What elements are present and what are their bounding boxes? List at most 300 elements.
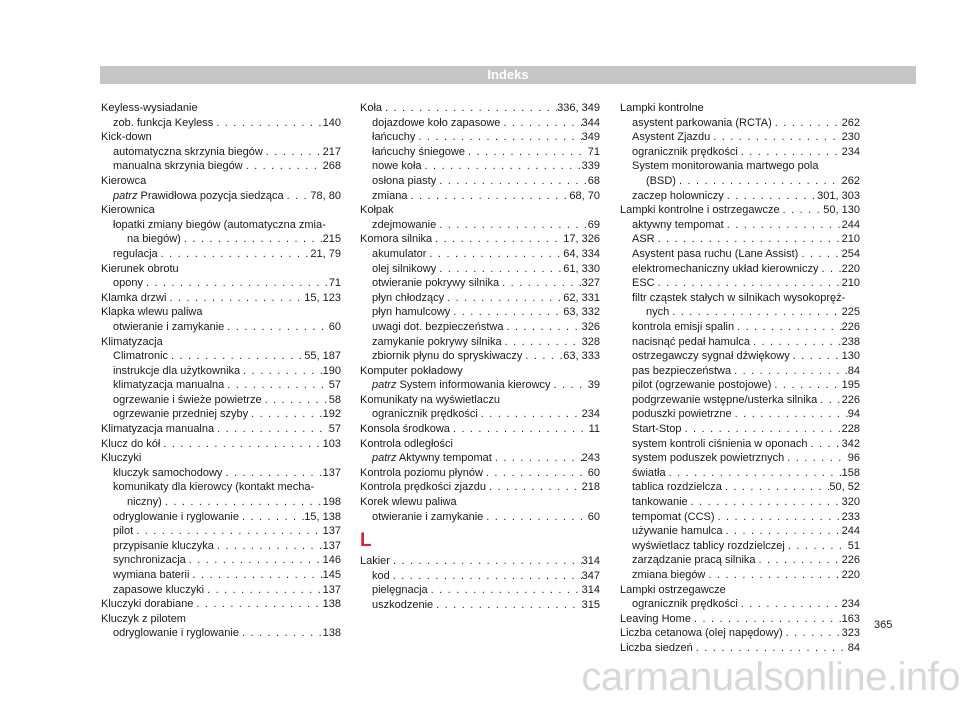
index-subentry xyxy=(620,145,860,160)
index-subentry xyxy=(620,262,860,277)
entry-page-ref[interactable]: 198 xyxy=(322,496,341,509)
dot-leader xyxy=(222,466,322,481)
index-subentry xyxy=(101,510,341,525)
entry-page-ref[interactable]: 61, 330 xyxy=(563,262,600,275)
index-subentry xyxy=(101,320,341,335)
index-entry xyxy=(360,480,600,495)
entry-text xyxy=(632,218,724,233)
dot-leader xyxy=(783,626,842,641)
entry-page-ref[interactable]: 262 xyxy=(841,174,860,187)
entry-text xyxy=(113,524,133,539)
dot-leader xyxy=(784,451,848,466)
entry-label: zarządzanie pracą silnika xyxy=(632,554,756,567)
entry-text xyxy=(372,378,551,393)
index-subentry xyxy=(620,174,860,189)
entry-text xyxy=(101,335,163,350)
entry-label: zmiana biegów xyxy=(632,569,706,581)
dot-leader xyxy=(807,437,841,452)
index-subentry xyxy=(620,232,860,247)
entry-text xyxy=(632,145,738,160)
dot-leader xyxy=(168,349,304,364)
entry-label: Klimatyzacja manualna xyxy=(101,423,215,436)
entry-page-ref[interactable]: 328 xyxy=(581,335,600,348)
dot-leader xyxy=(492,451,582,466)
entry-page-ref[interactable]: 96 xyxy=(847,452,860,465)
entry-text xyxy=(632,568,705,583)
index-entry xyxy=(620,626,860,641)
entry-label: ogranicznik prędkości xyxy=(372,408,478,421)
index-subentry xyxy=(620,364,860,379)
entry-label: Kierownica xyxy=(101,204,155,217)
entry-label: pilot (ogrzewanie postojowe) xyxy=(632,379,772,392)
entry-page-ref[interactable]: 78, 80 xyxy=(310,189,341,202)
entry-text xyxy=(372,291,444,306)
entry-text xyxy=(101,174,146,189)
index-subentry xyxy=(620,568,860,583)
entry-page-ref[interactable]: 314 xyxy=(581,584,600,597)
index-entry xyxy=(101,422,341,437)
entry-page-ref[interactable]: 60 xyxy=(587,466,600,479)
entry-page-ref[interactable]: 244 xyxy=(841,218,860,231)
dot-leader xyxy=(284,189,311,204)
entry-text xyxy=(113,247,158,262)
index-entry xyxy=(101,174,341,189)
entry-label: system kontroli ciśnienia w oponach xyxy=(632,437,808,450)
entry-page-ref[interactable]: 192 xyxy=(322,408,341,421)
entry-label: Leaving Home xyxy=(620,612,691,625)
entry-text xyxy=(620,101,704,116)
index-section-letter: L xyxy=(360,530,372,552)
entry-label: zaczep holowniczy xyxy=(632,189,724,202)
entry-label: Lampki kontrolne xyxy=(620,102,704,114)
index-entry xyxy=(360,437,600,452)
entry-page-ref[interactable]: 238 xyxy=(841,335,860,348)
entry-label: łańcuchy xyxy=(372,131,416,144)
dot-leader xyxy=(705,568,841,583)
entry-text xyxy=(372,349,522,364)
index-subentry xyxy=(101,524,341,539)
entry-page-ref[interactable]: 243 xyxy=(581,452,600,465)
page-number: 365 xyxy=(874,619,893,631)
entry-page-ref[interactable]: 268 xyxy=(322,160,341,173)
entry-label: używanie hamulca xyxy=(632,525,723,538)
entry-text xyxy=(632,393,817,408)
entry-page-ref[interactable]: 69 xyxy=(587,218,600,231)
dot-leader xyxy=(693,641,848,656)
entry-page-ref[interactable]: 347 xyxy=(581,569,600,582)
entry-label: wymiana baterii xyxy=(113,569,190,581)
entry-label: System monitorowania martwego pola xyxy=(632,160,819,173)
entry-page-ref[interactable]: 339 xyxy=(581,160,600,173)
entry-page-ref[interactable]: 234 xyxy=(841,598,860,611)
entry-page-ref[interactable]: 71 xyxy=(328,277,341,290)
entry-label: poduszki powietrzne xyxy=(632,408,732,421)
entry-page-ref[interactable]: 62, 331 xyxy=(563,291,600,304)
index-subentry xyxy=(360,218,600,233)
entry-label: nacisnąć pedał hamulca xyxy=(632,335,751,348)
entry-label: manualna skrzynia biegów xyxy=(113,160,243,173)
entry-label: odryglowanie i ryglowanie xyxy=(113,627,239,640)
entry-page-ref[interactable]: 55, 187 xyxy=(304,350,341,363)
index-subentry xyxy=(620,335,860,350)
index-column-1 xyxy=(101,101,341,641)
dot-leader xyxy=(390,554,582,569)
entry-label: uszkodzenie xyxy=(372,599,434,611)
entry-page-ref[interactable]: 39 xyxy=(587,379,600,392)
entry-label: Kołpak xyxy=(360,204,394,217)
dot-leader xyxy=(710,130,841,145)
index-subentry xyxy=(620,524,860,539)
dot-leader xyxy=(500,116,581,131)
entry-page-ref[interactable]: 344 xyxy=(581,116,600,129)
dot-leader xyxy=(503,320,581,335)
entry-page-ref[interactable]: 146 xyxy=(322,554,341,567)
entry-label: wyświetlacz tablicy rozdzielczej xyxy=(632,539,785,552)
dot-leader xyxy=(450,305,563,320)
entry-page-ref[interactable]: 163 xyxy=(841,612,860,625)
entry-page-ref[interactable]: 51 xyxy=(847,539,860,552)
dot-leader xyxy=(433,598,581,613)
entry-label: regulacja xyxy=(113,247,158,260)
index-entry xyxy=(101,437,341,452)
index-subentry xyxy=(360,276,600,291)
entry-page-ref[interactable]: 215 xyxy=(322,233,341,246)
index-subentry xyxy=(101,349,341,364)
entry-text xyxy=(632,364,731,379)
entry-text xyxy=(101,437,160,452)
entry-page-ref[interactable]: 262 xyxy=(841,116,860,129)
dot-leader xyxy=(214,539,323,554)
entry-page-ref[interactable]: 57 xyxy=(328,423,341,436)
index-entry xyxy=(101,262,341,277)
entry-page-ref[interactable]: 234 xyxy=(581,408,600,421)
entry-text xyxy=(113,116,213,131)
entry-page-ref[interactable]: 254 xyxy=(841,247,860,260)
entry-page-ref[interactable]: 68 xyxy=(587,174,600,187)
entry-label: Kick-down xyxy=(101,131,152,144)
index-subentry xyxy=(620,437,860,452)
entry-text xyxy=(113,145,263,160)
index-subentry xyxy=(360,598,600,613)
dot-leader xyxy=(666,466,842,481)
entry-see-reference: patrz xyxy=(372,379,397,392)
entry-text xyxy=(620,612,691,627)
dot-leader xyxy=(723,524,842,539)
entry-label: Prawidłowa pozycja siedząca xyxy=(140,189,284,202)
entry-text xyxy=(113,466,222,481)
entry-text xyxy=(620,641,693,656)
entry-page-ref[interactable]: 218 xyxy=(581,481,600,494)
index-subentry xyxy=(360,159,600,174)
entry-page-ref[interactable]: 137 xyxy=(322,466,341,479)
entry-page-ref[interactable]: 57 xyxy=(328,379,341,392)
entry-label: ogranicznik prędkości xyxy=(632,145,738,158)
index-entry xyxy=(360,203,600,218)
entry-page-ref[interactable]: 210 xyxy=(841,233,860,246)
entry-page-ref[interactable]: 17, 326 xyxy=(563,233,600,246)
dot-leader xyxy=(655,232,842,247)
dot-leader xyxy=(738,597,842,612)
entry-page-ref[interactable]: 336, 349 xyxy=(557,102,600,114)
dot-leader xyxy=(213,116,322,131)
entry-page-ref[interactable]: 103 xyxy=(322,437,341,450)
entry-label: Kontrola poziomu płynów xyxy=(360,466,483,479)
entry-page-ref[interactable]: 220 xyxy=(841,262,860,275)
entry-text xyxy=(372,335,502,350)
entry-text xyxy=(632,159,818,174)
entry-text xyxy=(632,466,666,481)
index-column-3 xyxy=(620,101,860,656)
entry-page-ref[interactable]: 230 xyxy=(841,131,860,144)
entry-page-ref[interactable]: 228 xyxy=(841,423,860,436)
entry-page-ref[interactable]: 234 xyxy=(841,145,860,158)
entry-text xyxy=(360,554,390,569)
entry-label: Keyless-wysiadanie xyxy=(101,102,198,114)
dot-leader xyxy=(772,116,842,131)
entry-page-ref[interactable]: 137 xyxy=(322,539,341,552)
dot-leader xyxy=(193,597,322,612)
entry-page-ref[interactable]: 140 xyxy=(322,116,341,129)
entry-page-ref[interactable]: 137 xyxy=(322,583,341,596)
dot-leader xyxy=(428,583,582,598)
entry-label: zmiana xyxy=(372,189,408,202)
entry-page-ref[interactable]: 210 xyxy=(841,277,860,290)
entry-label: Klucz do kół xyxy=(101,437,161,450)
index-subentry xyxy=(101,583,341,598)
entry-label: Lakier xyxy=(360,555,390,568)
entry-page-ref[interactable]: 315 xyxy=(581,599,600,611)
index-subentry xyxy=(360,145,600,160)
entry-page-ref[interactable]: 84 xyxy=(847,641,860,654)
dot-leader xyxy=(166,291,304,306)
index-subentry xyxy=(101,480,341,495)
entry-text xyxy=(632,597,738,612)
entry-text xyxy=(632,524,723,539)
entry-text xyxy=(113,568,189,583)
entry-label: zdejmowanie xyxy=(372,218,437,231)
entry-text xyxy=(632,495,688,510)
index-subentry xyxy=(360,335,600,350)
entry-page-ref[interactable]: 137 xyxy=(322,525,341,538)
index-subentry xyxy=(620,320,860,335)
dot-leader xyxy=(224,320,328,335)
dot-leader xyxy=(655,276,842,291)
dot-leader xyxy=(780,203,824,218)
entry-page-ref[interactable]: 225 xyxy=(841,306,860,319)
entry-label: system poduszek powietrznych xyxy=(632,452,785,465)
entry-text xyxy=(113,393,262,408)
index-subentry xyxy=(360,291,600,306)
entry-page-ref[interactable]: 158 xyxy=(841,466,860,479)
entry-page-ref[interactable]: 60 xyxy=(328,320,341,333)
page-header xyxy=(100,66,916,84)
entry-text xyxy=(101,130,152,145)
entry-text xyxy=(113,553,186,568)
entry-page-ref[interactable]: 63, 332 xyxy=(563,306,600,319)
entry-label: Asystent pasa ruchu (Lane Assist) xyxy=(632,247,799,260)
entry-page-ref[interactable]: 64, 334 xyxy=(563,247,600,260)
entry-page-ref[interactable]: 327 xyxy=(581,277,600,290)
entry-text xyxy=(360,495,457,510)
entry-label: łopatki zmiany biegów (automatyczna zmia- xyxy=(113,218,326,231)
entry-text xyxy=(646,174,676,189)
index-subentry xyxy=(360,320,600,335)
index-subentry xyxy=(360,349,600,364)
index-subentry xyxy=(620,495,860,510)
entry-page-ref[interactable]: 320 xyxy=(841,496,860,509)
entry-label: asystent parkowania (RCTA) xyxy=(632,116,772,129)
dot-leader xyxy=(422,159,582,174)
entry-label: niczny) xyxy=(127,496,162,509)
page-header-title: Indeks xyxy=(487,67,529,82)
entry-page-ref[interactable]: 15, 123 xyxy=(304,291,341,304)
entry-label: akumulator xyxy=(372,247,427,260)
dot-leader xyxy=(502,335,582,350)
index-subentry xyxy=(360,378,600,393)
index-entry xyxy=(101,101,341,116)
entry-text xyxy=(101,203,155,218)
entry-page-ref[interactable]: 226 xyxy=(841,320,860,333)
entry-label: ogranicznik prędkości xyxy=(632,598,738,611)
entry-page-ref[interactable]: 63, 333 xyxy=(563,350,600,363)
index-entry xyxy=(360,364,600,379)
entry-page-ref[interactable]: 217 xyxy=(322,145,341,158)
entry-page-ref[interactable]: 233 xyxy=(841,510,860,523)
dot-leader xyxy=(715,510,842,525)
entry-label: ogrzewanie i świeże powietrze xyxy=(113,393,262,406)
entry-text xyxy=(632,422,682,437)
entry-page-ref[interactable]: 323 xyxy=(841,627,860,640)
entry-text xyxy=(372,218,436,233)
dot-leader xyxy=(415,130,581,145)
index-entry xyxy=(360,393,600,408)
index-entry xyxy=(360,101,600,116)
entry-label: (BSD) xyxy=(646,174,676,187)
entry-label: automatyczna skrzynia biegów xyxy=(113,145,263,158)
index-subentry xyxy=(101,568,341,583)
index-subentry xyxy=(620,597,860,612)
dot-leader xyxy=(143,276,329,291)
entry-text xyxy=(360,232,432,247)
entry-label: osłona piasty xyxy=(372,174,437,187)
dot-leader xyxy=(798,247,841,262)
entry-label: elektromechaniczny układ kierowniczy xyxy=(632,262,819,275)
entry-page-ref[interactable]: 94 xyxy=(847,408,860,421)
entry-text xyxy=(632,116,772,131)
entry-page-ref[interactable]: 15, 138 xyxy=(304,510,341,523)
entry-label: ESC xyxy=(632,277,655,290)
index-entry xyxy=(620,583,860,598)
entry-label: Kontrola prędkości zjazdu xyxy=(360,481,486,494)
entry-text xyxy=(372,189,407,204)
index-entry xyxy=(620,641,860,656)
entry-label: Lampki kontrolne i ostrzegawcze xyxy=(620,204,780,217)
dot-leader xyxy=(551,378,588,393)
entry-text xyxy=(101,262,179,277)
entry-text xyxy=(632,451,784,466)
entry-page-ref[interactable]: 130 xyxy=(841,350,860,363)
index-entry xyxy=(360,495,600,510)
entry-page-ref[interactable]: 244 xyxy=(841,525,860,538)
index-entry xyxy=(360,554,600,569)
entry-label: pas bezpieczeństwa xyxy=(632,364,732,377)
entry-page-ref[interactable]: 21, 79 xyxy=(310,247,341,260)
entry-text xyxy=(113,349,168,364)
entry-page-ref[interactable]: 58 xyxy=(328,393,341,406)
entry-page-ref[interactable]: 11 xyxy=(588,423,600,436)
index-entry xyxy=(101,597,341,612)
dot-leader xyxy=(483,466,588,481)
entry-text xyxy=(372,159,422,174)
entry-text xyxy=(372,320,503,335)
entry-label: tablica rozdzielcza xyxy=(632,481,722,494)
entry-label: Klapka wlewu paliwa xyxy=(101,306,203,319)
entry-text xyxy=(113,480,314,495)
entry-text xyxy=(632,320,734,335)
entry-page-ref[interactable]: 342 xyxy=(841,437,860,450)
index-subentry xyxy=(101,393,341,408)
entry-text xyxy=(113,189,284,204)
entry-page-ref[interactable]: 220 xyxy=(841,569,860,581)
entry-page-ref[interactable]: 84 xyxy=(847,364,860,377)
dot-leader xyxy=(243,159,323,174)
entry-label: Korek wlewu paliwa xyxy=(360,496,457,509)
entry-page-ref[interactable]: 50, 130 xyxy=(823,204,860,217)
entry-label: Klimatyzacja xyxy=(101,335,163,348)
entry-page-ref[interactable]: 68, 70 xyxy=(569,189,600,202)
entry-label: filtr cząstek stałych w silnikach wysokopręż- xyxy=(632,291,846,304)
entry-label: aktywny tempomat xyxy=(632,218,724,231)
entry-page-ref[interactable]: 314 xyxy=(581,555,600,568)
entry-text xyxy=(101,101,198,116)
entry-page-ref[interactable]: 50, 52 xyxy=(829,481,860,494)
dot-leader xyxy=(436,218,588,233)
dot-leader xyxy=(133,524,322,539)
entry-text xyxy=(620,626,783,641)
index-entry xyxy=(360,466,600,481)
entry-page-ref[interactable]: 349 xyxy=(581,131,600,144)
entry-page-ref[interactable]: 60 xyxy=(587,510,600,523)
entry-page-ref[interactable]: 195 xyxy=(841,379,860,392)
entry-page-ref[interactable]: 226 xyxy=(841,554,860,567)
dot-leader xyxy=(432,232,563,247)
entry-text xyxy=(632,247,798,262)
entry-page-ref[interactable]: 145 xyxy=(322,569,341,581)
dot-leader xyxy=(785,539,848,554)
entry-page-ref[interactable]: 326 xyxy=(581,320,600,333)
entry-label: odryglowanie i ryglowanie xyxy=(113,510,239,523)
entry-text xyxy=(372,407,478,422)
entry-page-ref[interactable]: 190 xyxy=(322,364,341,377)
entry-page-ref[interactable]: 138 xyxy=(322,627,341,640)
entry-text xyxy=(113,626,239,641)
watermark-logo: carmanualsonline.info xyxy=(581,655,960,699)
entry-label: zamykanie pokrywy silnika xyxy=(372,335,502,348)
entry-text xyxy=(113,364,240,379)
entry-text xyxy=(113,510,239,525)
entry-label: na biegów) xyxy=(127,233,181,246)
index-subentry xyxy=(620,159,860,174)
entry-label: instrukcje dla użytkownika xyxy=(113,364,241,377)
entry-text xyxy=(372,116,500,131)
entry-label: Start-Stop xyxy=(632,423,682,436)
dot-leader xyxy=(160,437,322,452)
entry-page-ref[interactable]: 301, 303 xyxy=(817,189,860,202)
entry-page-ref[interactable]: 138 xyxy=(322,598,341,611)
entry-page-ref[interactable]: 226 xyxy=(841,393,860,406)
entry-page-ref[interactable]: 71 xyxy=(587,145,600,158)
entry-label: ASR xyxy=(632,233,655,246)
